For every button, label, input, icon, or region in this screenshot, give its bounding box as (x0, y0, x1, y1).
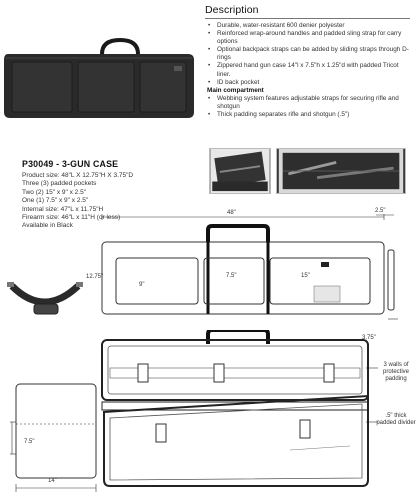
pocket-width-label: 7.5" (226, 273, 237, 279)
dimension-lines (100, 213, 412, 343)
interior-photo (209, 148, 271, 194)
description-title: Description (205, 4, 259, 16)
height-label: 12.75" (86, 274, 104, 280)
spec-item: Internal size: 47"L x 11.75"H (22, 205, 104, 213)
feature-item: • Thick padding separates rifle and shotgun (.5") (207, 111, 412, 119)
main-compartment-heading: Main compartment (207, 86, 264, 94)
feature-item: • Webbing system features adjustable straps for securing rifle and shotgun (207, 95, 412, 111)
spec-item: Firearm size: 46"L x 11"H (or less) (22, 214, 121, 222)
spec-item: One (1) 7.5" x 9" x 2.5" (22, 197, 89, 205)
spec-item: Three (3) padded pockets (22, 180, 97, 188)
product-title: P30049 - 3-GUN CASE (22, 159, 119, 169)
pocket-height-label: 9" (139, 282, 145, 288)
pocket-width-label: 15" (301, 273, 310, 279)
pistol-height-label: 7.5" (24, 439, 35, 445)
feature-item: • Durable, water-resistant 600 denier polyester (207, 22, 412, 30)
divider-callout: .5" thick padded divider (376, 413, 416, 426)
width-label: 48" (227, 210, 236, 216)
spec-item: Product size: 48"L X 12.75"H X 3.75"D (22, 172, 134, 179)
feature-item: • ID back pocket (207, 79, 412, 87)
sling-strap-drawing (6, 278, 84, 322)
interior-photo (276, 148, 406, 194)
feature-list (207, 22, 412, 119)
case-photo (2, 38, 196, 120)
spec-item: Two (2) 15" x 9" x 2.5" (22, 188, 87, 196)
callout-leaders (340, 360, 380, 430)
spec-item: Available in Black (22, 222, 73, 230)
pistol-width-label: 14" (48, 478, 57, 484)
depth-label: 2.5" (375, 208, 386, 214)
feature-item: • Optional backpack straps can be added by sliding straps through D-rings (207, 46, 412, 62)
depth-label: 3.75" (362, 335, 376, 341)
open-case-drawing (100, 330, 372, 494)
pistol-case-drawing (6, 380, 100, 494)
feature-item: • Zippered hand gun case 14"l x 7.5"h x 1.25"d with padded Tricot liner. (207, 62, 412, 78)
padding-callout: 3 walls of protective padding (382, 362, 409, 382)
feature-item: • Reinforced wrap-around handles and padded sling strap for carry options (207, 30, 412, 46)
divider (205, 18, 410, 19)
